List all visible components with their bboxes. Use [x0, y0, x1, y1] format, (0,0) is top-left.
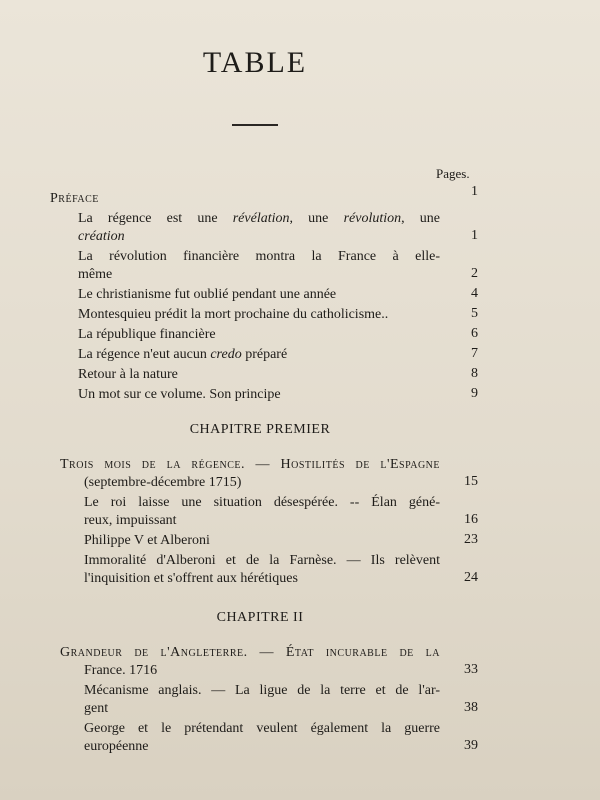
preface-entry: [78, 366, 440, 384]
preface-entry: [78, 210, 440, 246]
entry-text-line: Un mot sur ce volume. Son principe: [78, 387, 281, 402]
preface-entry: [78, 326, 440, 344]
entry-text-line: La régence est une révélation, une révolution, une: [78, 211, 440, 226]
entry-text-line: Immoralité d'Alberoni et de la Farnèse. — Ils relèvent: [84, 553, 440, 568]
chapter-summary: [60, 456, 440, 492]
page-number: 23: [464, 532, 478, 547]
preface-entry: [78, 386, 440, 404]
page-number: 33: [464, 662, 478, 677]
entry-text-line: Montesquieu prédit la mort prochaine du catholicisme..: [78, 307, 389, 322]
preface-entry: [78, 248, 440, 284]
entry-text-line: Trois mois de la régence. — Hostilités de l'Espagne: [60, 457, 440, 472]
page-number: 1: [471, 228, 478, 243]
entry-text-line: même: [78, 267, 113, 282]
page-number: 1: [471, 184, 478, 199]
page-number: 24: [464, 570, 478, 585]
chapter-entry: [84, 720, 440, 756]
entry-text-line: européenne: [84, 739, 149, 754]
preface-entry: [78, 286, 440, 304]
page-number: 38: [464, 700, 478, 715]
entry-text-line: l'inquisition et s'offrent aux hérétiques: [84, 571, 298, 586]
preface-entry: [78, 346, 440, 364]
page-number: 8: [471, 366, 478, 381]
entry-text-line: reux, impuissant: [84, 513, 177, 528]
entry-text-line: George et le prétendant veulent également la guerre: [84, 721, 440, 736]
page-number: 2: [471, 266, 478, 281]
entry-text-line: gent: [84, 701, 109, 716]
preface-heading: [50, 190, 440, 208]
chapter-entry: [84, 494, 440, 530]
page-number: 6: [471, 326, 478, 341]
chapter-entry: [84, 552, 440, 588]
page-number: 7: [471, 346, 478, 361]
pages-column-label: Pages.: [436, 166, 470, 181]
chapter-heading: CHAPITRE II: [216, 610, 304, 625]
preface-label: Préface: [50, 191, 99, 206]
preface-entry: [78, 306, 440, 324]
entry-text-line: Le christianisme fut oublié pendant une année: [78, 287, 337, 302]
entry-text-line: Le roi laisse une situation désespérée. -- Élan géné-: [84, 495, 440, 510]
page-number: 4: [471, 286, 478, 301]
entry-text-line: La révolution financière montra la France à elle-: [78, 249, 440, 264]
page-number: 5: [471, 306, 478, 321]
chapter-heading: CHAPITRE PREMIER: [189, 422, 331, 437]
entry-text-line: Grandeur de l'Angleterre. — État incurable de la: [60, 645, 440, 660]
entry-text-line: Retour à la nature: [78, 367, 178, 382]
chapter-entry: [84, 682, 440, 718]
page-number: 15: [464, 474, 478, 489]
page-number: 39: [464, 738, 478, 753]
entry-text-line: (septembre-décembre 1715): [84, 475, 242, 490]
page-title: TABLE: [202, 46, 308, 79]
entry-text-line: Philippe V et Alberoni: [84, 533, 210, 548]
page-number: 16: [464, 512, 478, 527]
entry-text-line: création: [78, 229, 125, 244]
entry-text-line: France. 1716: [84, 663, 158, 678]
page-number: 9: [471, 386, 478, 401]
chapter-summary: [60, 644, 440, 680]
title-rule: [232, 124, 278, 126]
chapter-entry: [84, 532, 440, 550]
entry-text-line: La république financière: [78, 327, 216, 342]
entry-text-line: La régence n'eut aucun credo préparé: [78, 347, 288, 362]
entry-text-line: Mécanisme anglais. — La ligue de la terre et de l'ar-: [84, 683, 440, 698]
